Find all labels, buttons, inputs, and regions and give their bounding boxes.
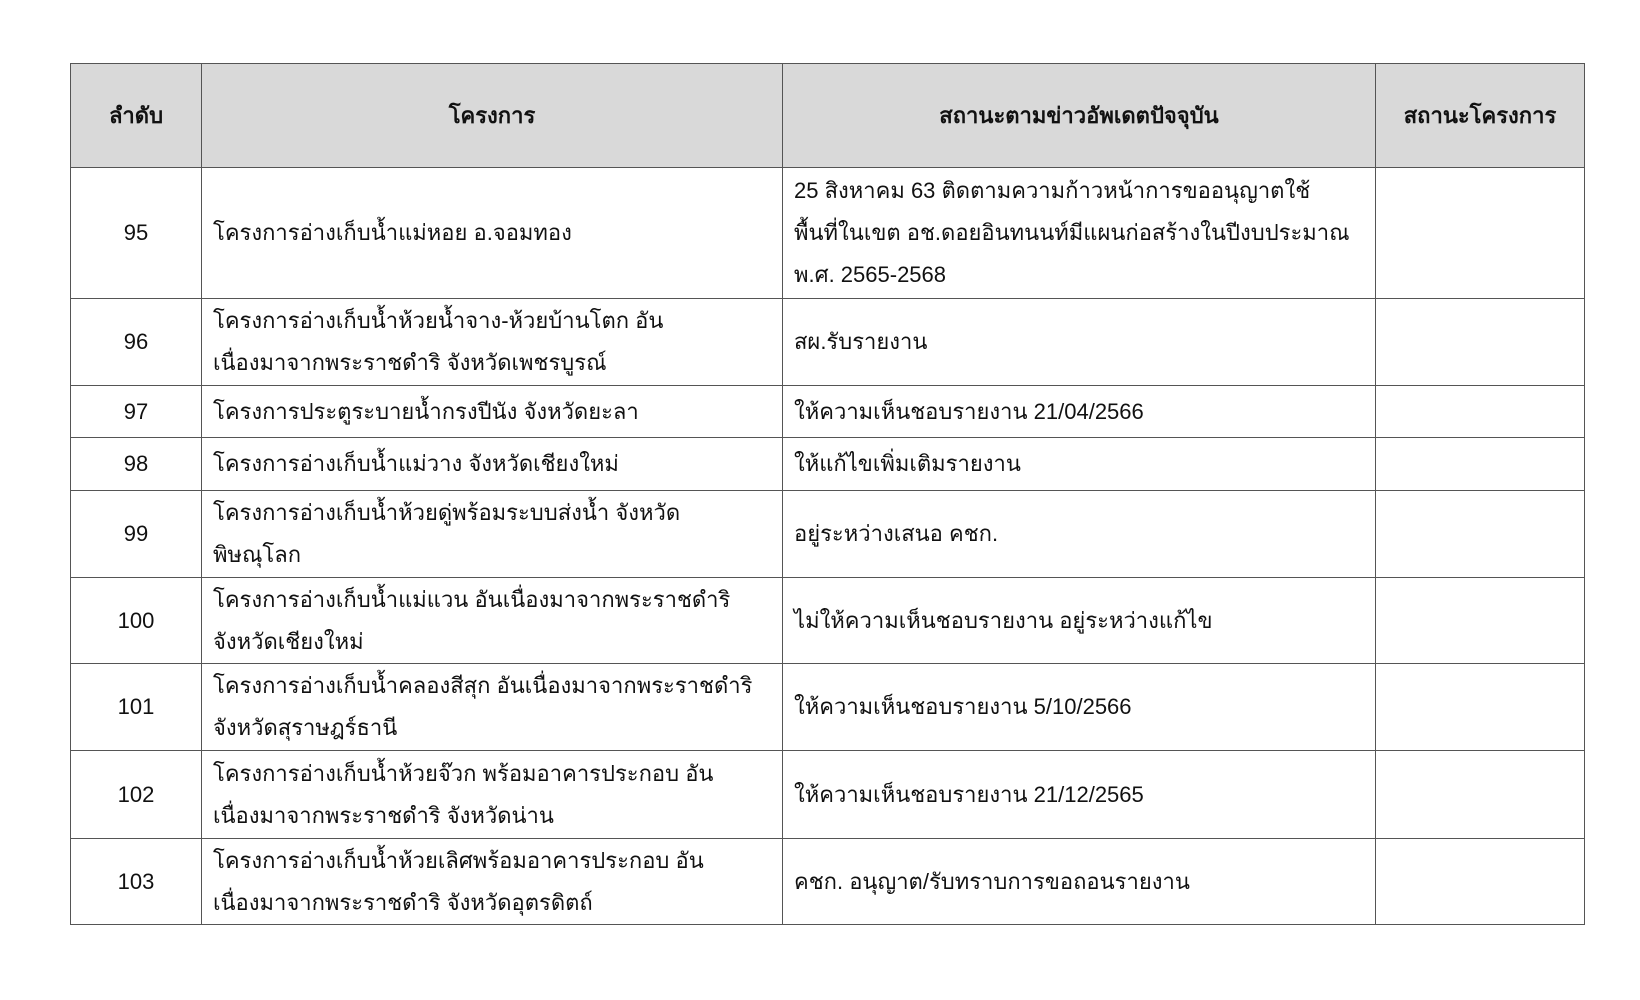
project-status-cell [1376,491,1585,578]
order-cell: 103 [71,839,202,925]
update-cell [783,168,1376,299]
project-cell [202,168,783,299]
project-cell [202,299,783,386]
update-cell [783,299,1376,386]
project-name-line: จังหวัดเชียงใหม่ [213,628,364,654]
project-name-line: เนื่องมาจากพระราชดำริ จังหวัดเพชรบูรณ์ [213,350,607,375]
table-row [71,491,1585,578]
table-row [71,386,1585,438]
project-name-line: พิษณุโลก [213,542,302,567]
project-name-line: เนื่องมาจากพระราชดำริ จังหวัดน่าน [213,802,554,828]
project-status-cell [1376,386,1585,438]
table-row [71,839,1585,925]
header-project: โครงการ [202,64,783,168]
table-row [71,168,1585,299]
project-name-line: โครงการประตูระบายน้ำกรงปีนัง จังหวัดยะลา [213,398,639,424]
project-cell [202,491,783,578]
project-cell [202,386,783,438]
order-cell: 98 [71,438,202,491]
table-row [71,751,1585,839]
order-cell: 99 [71,491,202,578]
table-row [71,299,1585,386]
project-status-cell [1376,299,1585,386]
table-row [71,438,1585,491]
order-cell: 101 [71,664,202,751]
header-current-update: สถานะตามข่าวอัพเดตปัจจุบัน [783,64,1376,168]
update-cell [783,751,1376,839]
update-text-line: พ.ศ. 2565-2568 [794,262,947,287]
header-project-status: สถานะโครงการ [1376,64,1585,168]
update-text-line: อยู่ระหว่างเสนอ คชก. [794,521,999,546]
update-text-line: ให้ความเห็นชอบรายงาน 21/04/2566 [794,398,1144,424]
project-name-line: โครงการอ่างเก็บน้ำห้วยจ๊วก พร้อมอาคารประกอบ อัน [213,760,714,786]
project-name-line: จังหวัดสุราษฎร์ธานี [213,715,398,740]
project-name-line: โครงการอ่างเก็บน้ำห้วยเลิศพร้อมอาคารประกอบ อัน [213,847,704,873]
project-name-line: โครงการอ่างเก็บน้ำคลองสีสุก อันเนื่องมาจากพระราชดำริ [213,673,753,698]
update-text-line: ให้แก้ไขเพิ่มเติมรายงาน [794,451,1021,476]
update-cell [783,839,1376,925]
header-row [71,64,1585,168]
project-status-cell [1376,578,1585,664]
update-cell [783,491,1376,578]
project-name-line: โครงการอ่างเก็บน้ำแม่หอย อ.จอมทอง [213,220,572,245]
order-cell: 96 [71,299,202,386]
update-text-line: 25 สิงหาคม 63 ติดตามความก้าวหน้าการขออนุญาตใช้ [794,178,1311,203]
project-name-line: โครงการอ่างเก็บน้ำแม่วาง จังหวัดเชียงใหม่ [213,451,619,476]
project-name-line: โครงการอ่างเก็บน้ำห้วยน้ำจาง-ห้วยบ้านโตก อัน [213,308,664,333]
project-status-cell [1376,751,1585,839]
project-cell [202,578,783,664]
update-cell [783,438,1376,491]
project-cell [202,438,783,491]
order-cell: 95 [71,168,202,299]
update-text-line: พื้นที่ในเขต อช.ดอยอินทนนท์มีแผนก่อสร้างในปีงบประมาณ [794,220,1350,245]
project-status-cell [1376,664,1585,751]
project-status-cell [1376,839,1585,925]
update-text-line: ไม่ให้ความเห็นชอบรายงาน อยู่ระหว่างแก้ไข [794,607,1213,633]
update-cell [783,578,1376,664]
update-cell [783,664,1376,751]
update-text-line: ให้ความเห็นชอบรายงาน 5/10/2566 [794,694,1132,719]
project-status-cell [1376,438,1585,491]
table-row [71,664,1585,751]
project-cell [202,751,783,839]
update-text-line: คชก. อนุญาต/รับทราบการขอถอนรายงาน [794,868,1190,894]
table-body [71,168,1585,925]
update-text-line: ให้ความเห็นชอบรายงาน 21/12/2565 [794,781,1144,807]
projects-table [70,63,1585,925]
project-name-line: โครงการอ่างเก็บน้ำแม่แวน อันเนื่องมาจากพระราชดำริ [213,586,731,612]
project-name-line: โครงการอ่างเก็บน้ำห้วยดู่พร้อมระบบส่งน้ำ จังหวัด [213,500,681,525]
order-cell: 97 [71,386,202,438]
table-row [71,578,1585,664]
order-cell: 102 [71,751,202,839]
header-order: ลำดับ [71,64,202,168]
project-status-cell [1376,168,1585,299]
project-name-line: เนื่องมาจากพระราชดำริ จังหวัดอุตรดิตถ์ [213,889,593,915]
update-cell [783,386,1376,438]
order-cell: 100 [71,578,202,664]
update-text-line: สผ.รับรายงาน [794,329,928,354]
project-cell [202,839,783,925]
project-cell [202,664,783,751]
